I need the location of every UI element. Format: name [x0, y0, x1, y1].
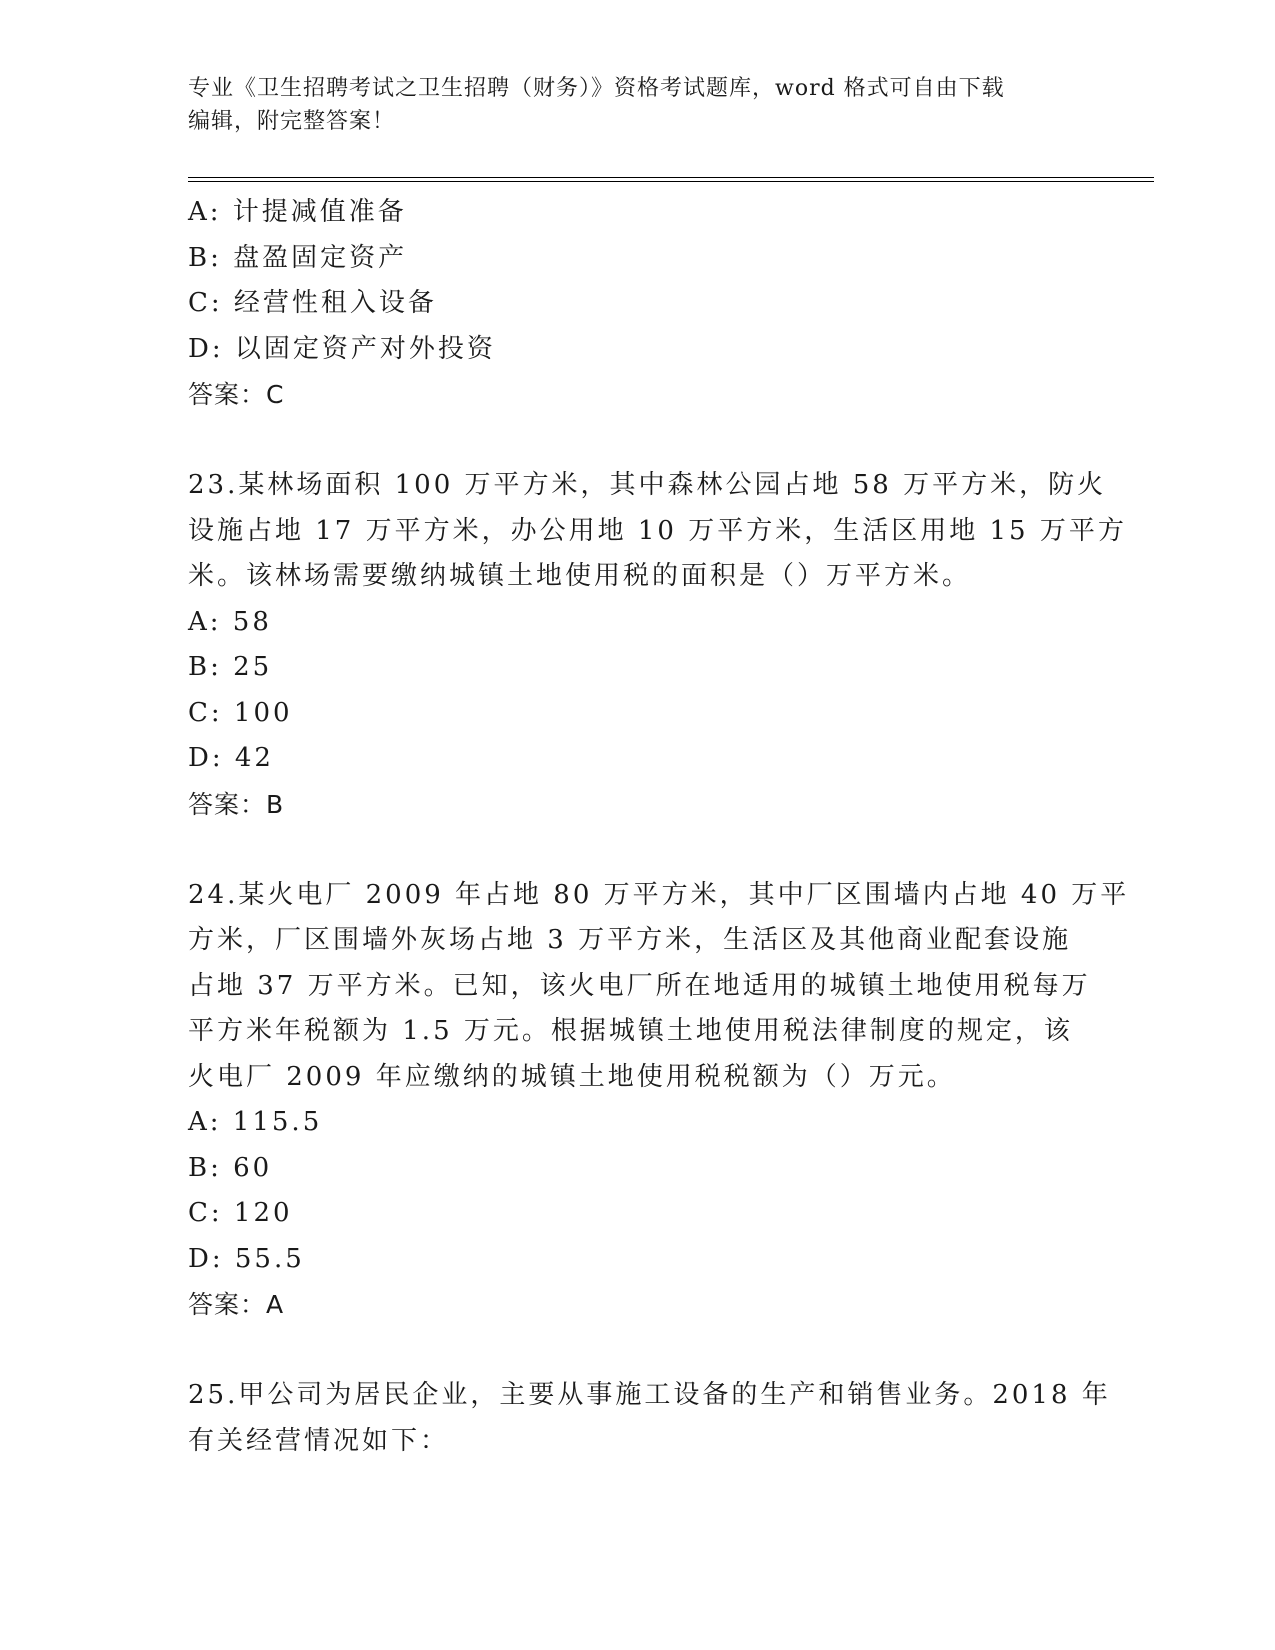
stem-line: 23.某林场面积 100 万平方米，其中森林公园占地 58 万平方米，防火 [188, 470, 1107, 500]
option-c: C: 100 [188, 697, 293, 728]
question-list [188, 190, 1130, 1464]
option-a: A: 115.5 [188, 1107, 323, 1137]
stem-line: 24.某火电厂 2009 年占地 80 万平方米，其中厂区围墙内占地 40 万平 [188, 879, 1130, 910]
question-23 [188, 463, 1127, 827]
stem-line: 设施占地 17 万平方米，办公用地 10 万平方米，生活区用地 15 万平方 [188, 515, 1127, 546]
document-header [188, 72, 1068, 138]
option-d: D: 55.5 [188, 1243, 305, 1274]
stem-line: 米。该林场需要缴纳城镇土地使用税的面积是（）万平方米。 [188, 561, 972, 591]
option-b: B: 60 [188, 1152, 273, 1183]
header-rule-top [188, 177, 1154, 178]
option-a: A: 计提减值准备 [188, 197, 407, 227]
header-rule-bottom [188, 181, 1154, 182]
option-c: C: 120 [188, 1198, 293, 1228]
option-b: B: 25 [188, 652, 273, 682]
stem-line: 方米，厂区围墙外灰场占地 3 万平方米，生活区及其他商业配套设施 [188, 925, 1072, 955]
stem-line: 火电厂 2009 年应缴纳的城镇土地使用税税额为（）万元。 [188, 1061, 956, 1092]
stem-line: 25.甲公司为居民企业，主要从事施工设备的生产和销售业务。2018 年 [188, 1380, 1111, 1410]
option-d: D: 以固定资产对外投资 [188, 333, 496, 364]
stem-line: 占地 37 万平方米。已知，该火电厂所在地适用的城镇土地使用税每万 [188, 970, 1091, 1001]
answer-line: 答案：B [188, 789, 285, 819]
option-a: A: 58 [188, 606, 272, 637]
answer-line: 答案：C [188, 380, 285, 409]
stem-line: 有关经营情况如下： [188, 1425, 450, 1456]
header-line-1: 专业《卫生招聘考试之卫生招聘（财务）》资格考试题库，word 格式可自由下载 [188, 76, 1005, 101]
question-stem [188, 1373, 1111, 1464]
option-d: D: 42 [188, 743, 274, 773]
option-b: B: 盘盈固定资产 [188, 242, 408, 273]
answer-line: 答案：A [188, 1290, 285, 1319]
question-24 [188, 873, 1130, 1328]
question-stem [188, 873, 1130, 1101]
question-25 [188, 1373, 1111, 1464]
option-c: C: 经营性租入设备 [188, 288, 437, 318]
question-22 [188, 190, 1088, 417]
question-stem [188, 463, 1127, 600]
header-line-2: 编辑，附完整答案！ [188, 109, 396, 134]
stem-line: 平方米年税额为 1.5 万元。根据城镇土地使用税法律制度的规定，该 [188, 1016, 1073, 1046]
